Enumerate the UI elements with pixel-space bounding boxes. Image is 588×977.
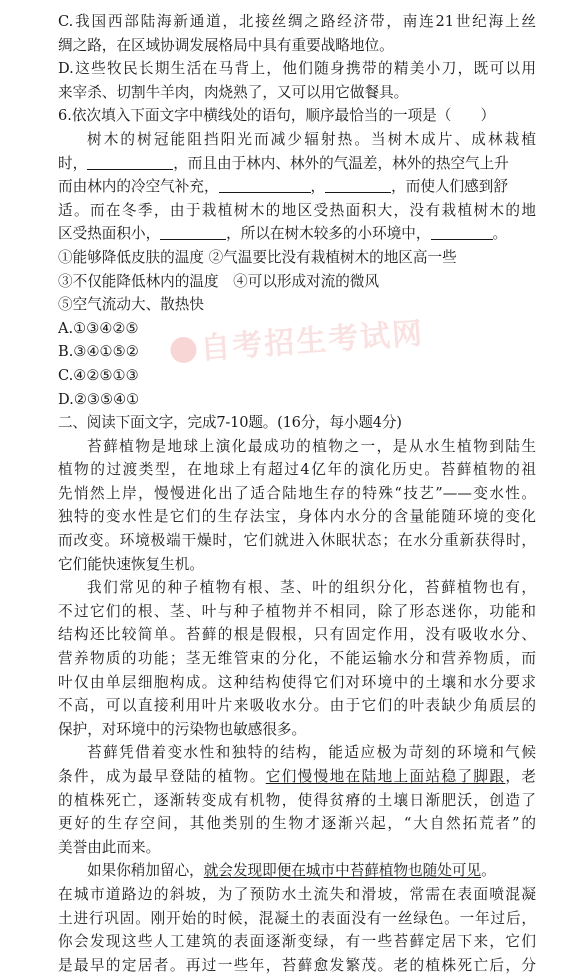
text-line: ①能够降低皮肤的温度 ②气温要比没有栽植树木的地区高一些	[58, 248, 457, 266]
text-line: 是最早的定居者。再过一些年，苔藓愈发繁茂。老的植株死亡后，分	[58, 956, 536, 974]
answer-option: A.①③④②⑤	[58, 319, 139, 337]
text-line: 不高，可以直接利用叶片来吸收水分。由于它们的叶表缺少角质层的	[58, 697, 536, 715]
text-line: 的植株死亡，逐渐转变成有机物，使得贫瘠的土壤日渐肥沃，创造了	[58, 791, 536, 809]
text-line: 来宰杀、切割牛羊肉，肉烧熟了，又可以用它做餐具。	[58, 83, 409, 101]
underlined-sentence: 它们慢慢地在陆地上面站稳了脚跟	[265, 768, 506, 785]
text-line: 而改变。环境极端干燥时，它们就进入休眠状态；在水分重新获得时，	[58, 532, 536, 550]
text-line: 结构还比较简单。苔藓的根是假根，只有固定作用，没有吸收水分、	[58, 626, 536, 644]
text-line: 保护，对环境中的污染物也敏感很多。	[58, 720, 307, 738]
section-heading: 二、阅读下面文字，完成7-10题。(16分，每小题4分)	[58, 414, 402, 432]
underlined-sentence: 就会发现即便在城市中苔藓植物也随处可见	[203, 862, 482, 880]
question-stem: 6.依次填入下面文字中横线处的语句，顺序最恰当的一项是（ ）	[58, 107, 496, 125]
text-line: 区受热面积小， ，所以在树木较多的小环境中， 。	[58, 225, 508, 243]
text-line: ⑤空气流动大、散热快	[58, 296, 204, 314]
text-line: 适。而在冬季，由于栽植树木的地区受热面积大，没有栽植树木的地	[58, 201, 536, 219]
text-line: 土进行巩固。刚开始的时候，混凝土的表面没有一丝绿色。一年过后，	[58, 909, 536, 927]
text-line: 苔藓凭借着变水性和独特的结构，能适应极为苛刻的环境和气候	[87, 744, 536, 762]
text-line: 时， ，而且由于林内、林外的气温差，林外的热空气上升	[58, 154, 509, 172]
text-line: C.我国西部陆海新通道，北接丝绸之路经济带，南连21世纪海上丝	[58, 13, 536, 30]
text-line: 独特的变水性是它们的生存法宝，身体内水分的含量能随环境的变化	[58, 508, 536, 526]
text-line: 美誉由此而来。	[58, 838, 161, 856]
watermark: 自考招生考试网	[169, 308, 425, 370]
text-line: 不过它们的根、茎、叶与种子植物并不相同，除了形态迷你，功能和	[58, 602, 536, 620]
text-line: 先悄然上岸，慢慢进化出了适合陆地生存的特殊“技艺”——变水性。	[58, 484, 536, 502]
text-line: 它们能快速恢复生机。	[58, 555, 204, 573]
text-line: 更好的生存空间，其他类别的生物才逐渐兴起，“大自然拓荒者”的	[58, 815, 536, 833]
answer-blank	[87, 155, 173, 170]
answer-option: C.④②⑤①③	[58, 366, 139, 384]
text-line: 条件，成为最早登陆的植物。它们慢慢地在陆地上面站稳了脚跟，老	[58, 768, 536, 785]
text-line: 而由林内的冷空气补充， ， ，而使人们感到舒	[58, 178, 508, 196]
text-line: 你会发现这些人工建筑的表面逐渐变绿，有一些苔藓定居下来，它们	[58, 933, 536, 951]
document-page	[58, 10, 536, 977]
text-line: 如果你稍加留心，就会发现即便在城市中苔藓植物也随处可见。	[87, 862, 496, 880]
answer-option: B.③④①⑤②	[58, 343, 139, 361]
text-line: 我们常见的种子植物有根、茎、叶的组织分化，苔藓植物也有，	[87, 579, 536, 597]
text-line: 在城市道路边的斜坡，为了预防水土流失和滑坡，常需在表面喷混凝	[58, 885, 536, 903]
text-line: 营养物质的功能；茎无维管束的分化，不能运输水分和营养物质，而	[58, 650, 536, 668]
text-line: D.这些牧民长期生活在马背上，他们随身携带的精美小刀，既可以用	[58, 60, 536, 78]
answer-blank	[325, 178, 391, 193]
text-line: 绸之路，在区域协调发展格局中具有重要战略地位。	[58, 36, 394, 54]
text-line: 树木的树冠能阻挡阳光而减少辐射热。当树木成片、成林栽植	[87, 130, 536, 148]
text-line: ③不仅能降低林内的温度 ④可以形成对流的微风	[58, 272, 380, 290]
text-line: 植物的过渡类型，在地球上有超过4亿年的演化历史。苔藓植物的祖	[58, 461, 536, 479]
answer-blank	[431, 225, 493, 240]
answer-blank	[160, 225, 226, 240]
answer-option: D.②③⑤④①	[58, 390, 140, 408]
text-line: 叶仅由单层细胞构成。这种结构使得它们对环境中的土壤和水分要求	[58, 673, 536, 691]
text-line: 苔藓植物是地球上演化最成功的植物之一，是从水生植物到陆生	[87, 437, 536, 455]
answer-blank	[219, 178, 311, 193]
